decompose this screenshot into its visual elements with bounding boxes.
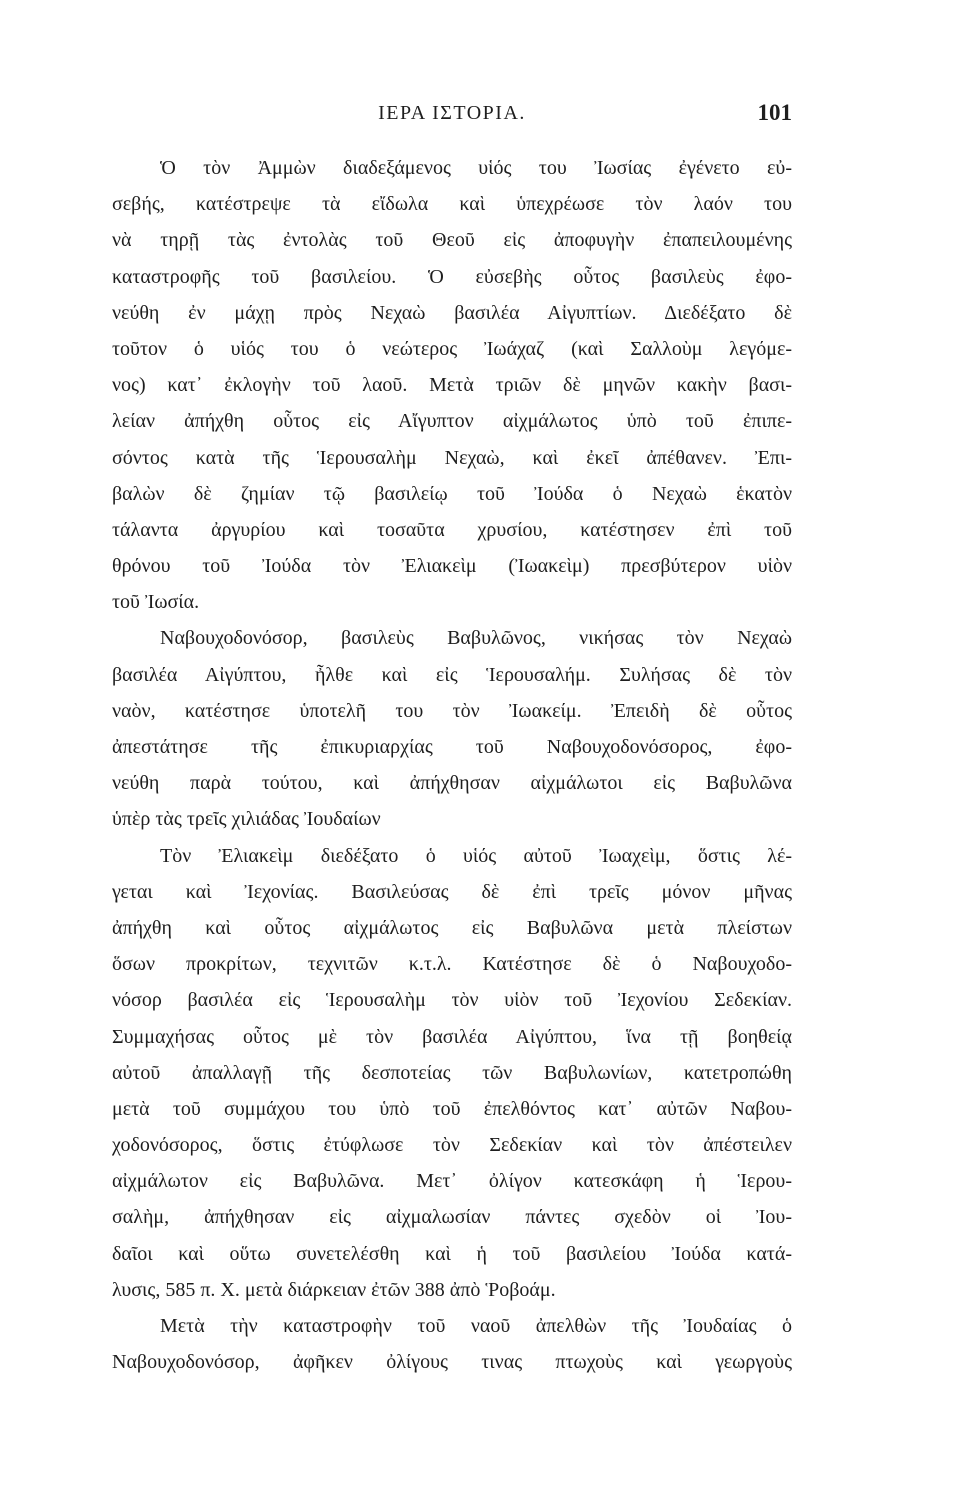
text-line: νὰ τηρῇ τὰς ἐντολὰς τοῦ Θεοῦ εἰς ἀποφυγὴν ἐπαπειλουμένης (112, 229, 792, 252)
text-line: λυσις, 585 π. Χ. μετὰ διάρκειαν ἐτῶν 388 ἀπὸ Ῥοβοάμ. (112, 1278, 556, 1301)
page-header (112, 100, 792, 132)
text-line: χοδονόσορος, ὅστις ἐτύφλωσε τὸν Σεδεκίαν καὶ τὸν ἀπέστειλεν (112, 1134, 792, 1157)
body-text (112, 150, 792, 1380)
text-line: αὐτοῦ ἀπαλλαγῇ τῆς δεσποτείας τῶν Βαβυλωνίων, κατετροπώθη (112, 1061, 792, 1084)
text-line: τοῦτον ὁ υἱός του ὁ νεώτερος Ἰωάχαζ (καὶ Σαλλοὺμ λεγόμε- (112, 337, 792, 360)
text-line: δαῖοι καὶ οὕτω συνετελέσθη καὶ ἡ τοῦ βασιλείου Ἰούδα κατά- (112, 1242, 792, 1265)
text-line: αἰχμάλωτον εἰς Βαβυλῶνα. Μετ᾽ ὀλίγον κατεσκάφη ἡ Ἱερου- (112, 1170, 792, 1193)
text-line: σαλὴμ, ἀπήχθησαν εἰς αἰχμαλωσίαν πάντες σχεδὸν οἱ Ἰου- (112, 1206, 792, 1229)
text-line: νεύθη ἐν μάχῃ πρὸς Νεχαὼ βασιλέα Αἰγυπτίων. Διεδέξατο δὲ (112, 301, 792, 324)
text-line: τάλαντα ἀργυρίου καὶ τοσαῦτα χρυσίου, κατέστησεν ἐπὶ τοῦ (112, 518, 792, 541)
text-line: Μετὰ τὴν καταστροφὴν τοῦ ναοῦ ἀπελθὼν τῆς Ἰουδαίας ὁ (160, 1315, 792, 1337)
text-line: νόσορ βασιλέα εἰς Ἱερουσαλὴμ τὸν υἱὸν τοῦ Ἰεχονίου Σεδεκίαν. (112, 989, 792, 1012)
text-line: ὅσων προκρίτων, τεχνιτῶν κ.τ.λ. Κατέστησε δὲ ὁ Ναβουχοδο- (112, 953, 792, 976)
text-line: ἀπήχθη καὶ οὗτος αἰχμάλωτος εἰς Βαβυλῶνα μετὰ πλείστων (112, 916, 792, 939)
running-title: ΙΕΡΑ ΙΣΤΟΡΙΑ. (378, 102, 526, 124)
text-line: σεβής, κατέστρεψε τὰ εἴδωλα καὶ ὑπεχρέωσε τὸν λαόν του (112, 193, 792, 216)
text-line: λείαν ἀπήχθη οὗτος εἰς Αἴγυπτον αἰχμάλωτος ὑπὸ τοῦ ἐπιπε- (112, 410, 792, 433)
text-line: καταστροφῆς τοῦ βασιλείου. Ὁ εὐσεβὴς οὗτος βασιλεὺς ἐφο- (112, 265, 792, 288)
text-line: τοῦ Ἰωσία. (112, 591, 200, 614)
text-line: σόντος κατὰ τῆς Ἱερουσαλὴμ Νεχαὼ, καὶ ἐκεῖ ἀπέθανεν. Ἐπι- (112, 446, 792, 469)
text-line: Συμμαχήσας οὗτος μὲ τὸν βασιλέα Αἰγύπτου, ἵνα τῇ βοηθείᾳ (112, 1025, 792, 1048)
text-line: νος) κατ᾽ ἐκλογὴν τοῦ λαοῦ. Μετὰ τριῶν δὲ μηνῶν κακὴν βασι- (112, 374, 792, 397)
text-line: Τὸν Ἐλιακεὶμ διεδέξατο ὁ υἱός αὐτοῦ Ἰωαχεὶμ, ὅστις λέ- (160, 844, 792, 867)
text-line: βαλὼν δὲ ζημίαν τῷ βασιλείῳ τοῦ Ἰούδα ὁ Νεχαὼ ἑκατὸν (112, 482, 792, 505)
text-line: νεύθη παρὰ τούτου, καὶ ἀπήχθησαν αἰχμάλωτοι εἰς Βαβυλῶνα (112, 772, 792, 795)
text-line: Ναβουχοδονόσορ, βασιλεὺς Βαβυλῶνος, νικήσας τὸν Νεχαὼ (160, 627, 792, 650)
text-line: μετὰ τοῦ συμμάχου του ὑπὸ τοῦ ἐπελθόντος κατ᾽ αὐτῶν Ναβου- (112, 1097, 792, 1120)
text-line: Ὁ τὸν Ἀμμὼν διαδεξάμενος υἱός του Ἰωσίας ἐγένετο εὐ- (160, 157, 792, 179)
text-line: ἀπεστάτησε τῆς ἐπικυριαρχίας τοῦ Ναβουχοδονόσορος, ἐφο- (112, 736, 792, 758)
text-line: θρόνου τοῦ Ἰούδα τὸν Ἐλιακεὶμ (Ἰωακεὶμ) πρεσβύτερον υἱὸν (112, 555, 792, 578)
page-number: 101 (757, 100, 792, 125)
text-line: ναὸν, κατέστησε ὑποτελῆ του τὸν Ἰωακείμ. Ἐπειδὴ δὲ οὗτος (112, 699, 792, 722)
text-line: ὑπὲρ τὰς τρεῖς χιλιάδας Ἰουδαίων (112, 808, 381, 831)
text-line: βασιλέα Αἰγύπτου, ἦλθε καὶ εἰς Ἱερουσαλήμ. Συλήσας δὲ τὸν (112, 663, 792, 686)
text-line: γεται καὶ Ἰεχονίας. Βασιλεύσας δὲ ἐπὶ τρεῖς μόνον μῆνας (112, 880, 792, 903)
text-line: Ναβουχοδονόσορ, ἀφῆκεν ὀλίγους τινας πτωχοὺς καὶ γεωργοὺς (112, 1351, 792, 1374)
